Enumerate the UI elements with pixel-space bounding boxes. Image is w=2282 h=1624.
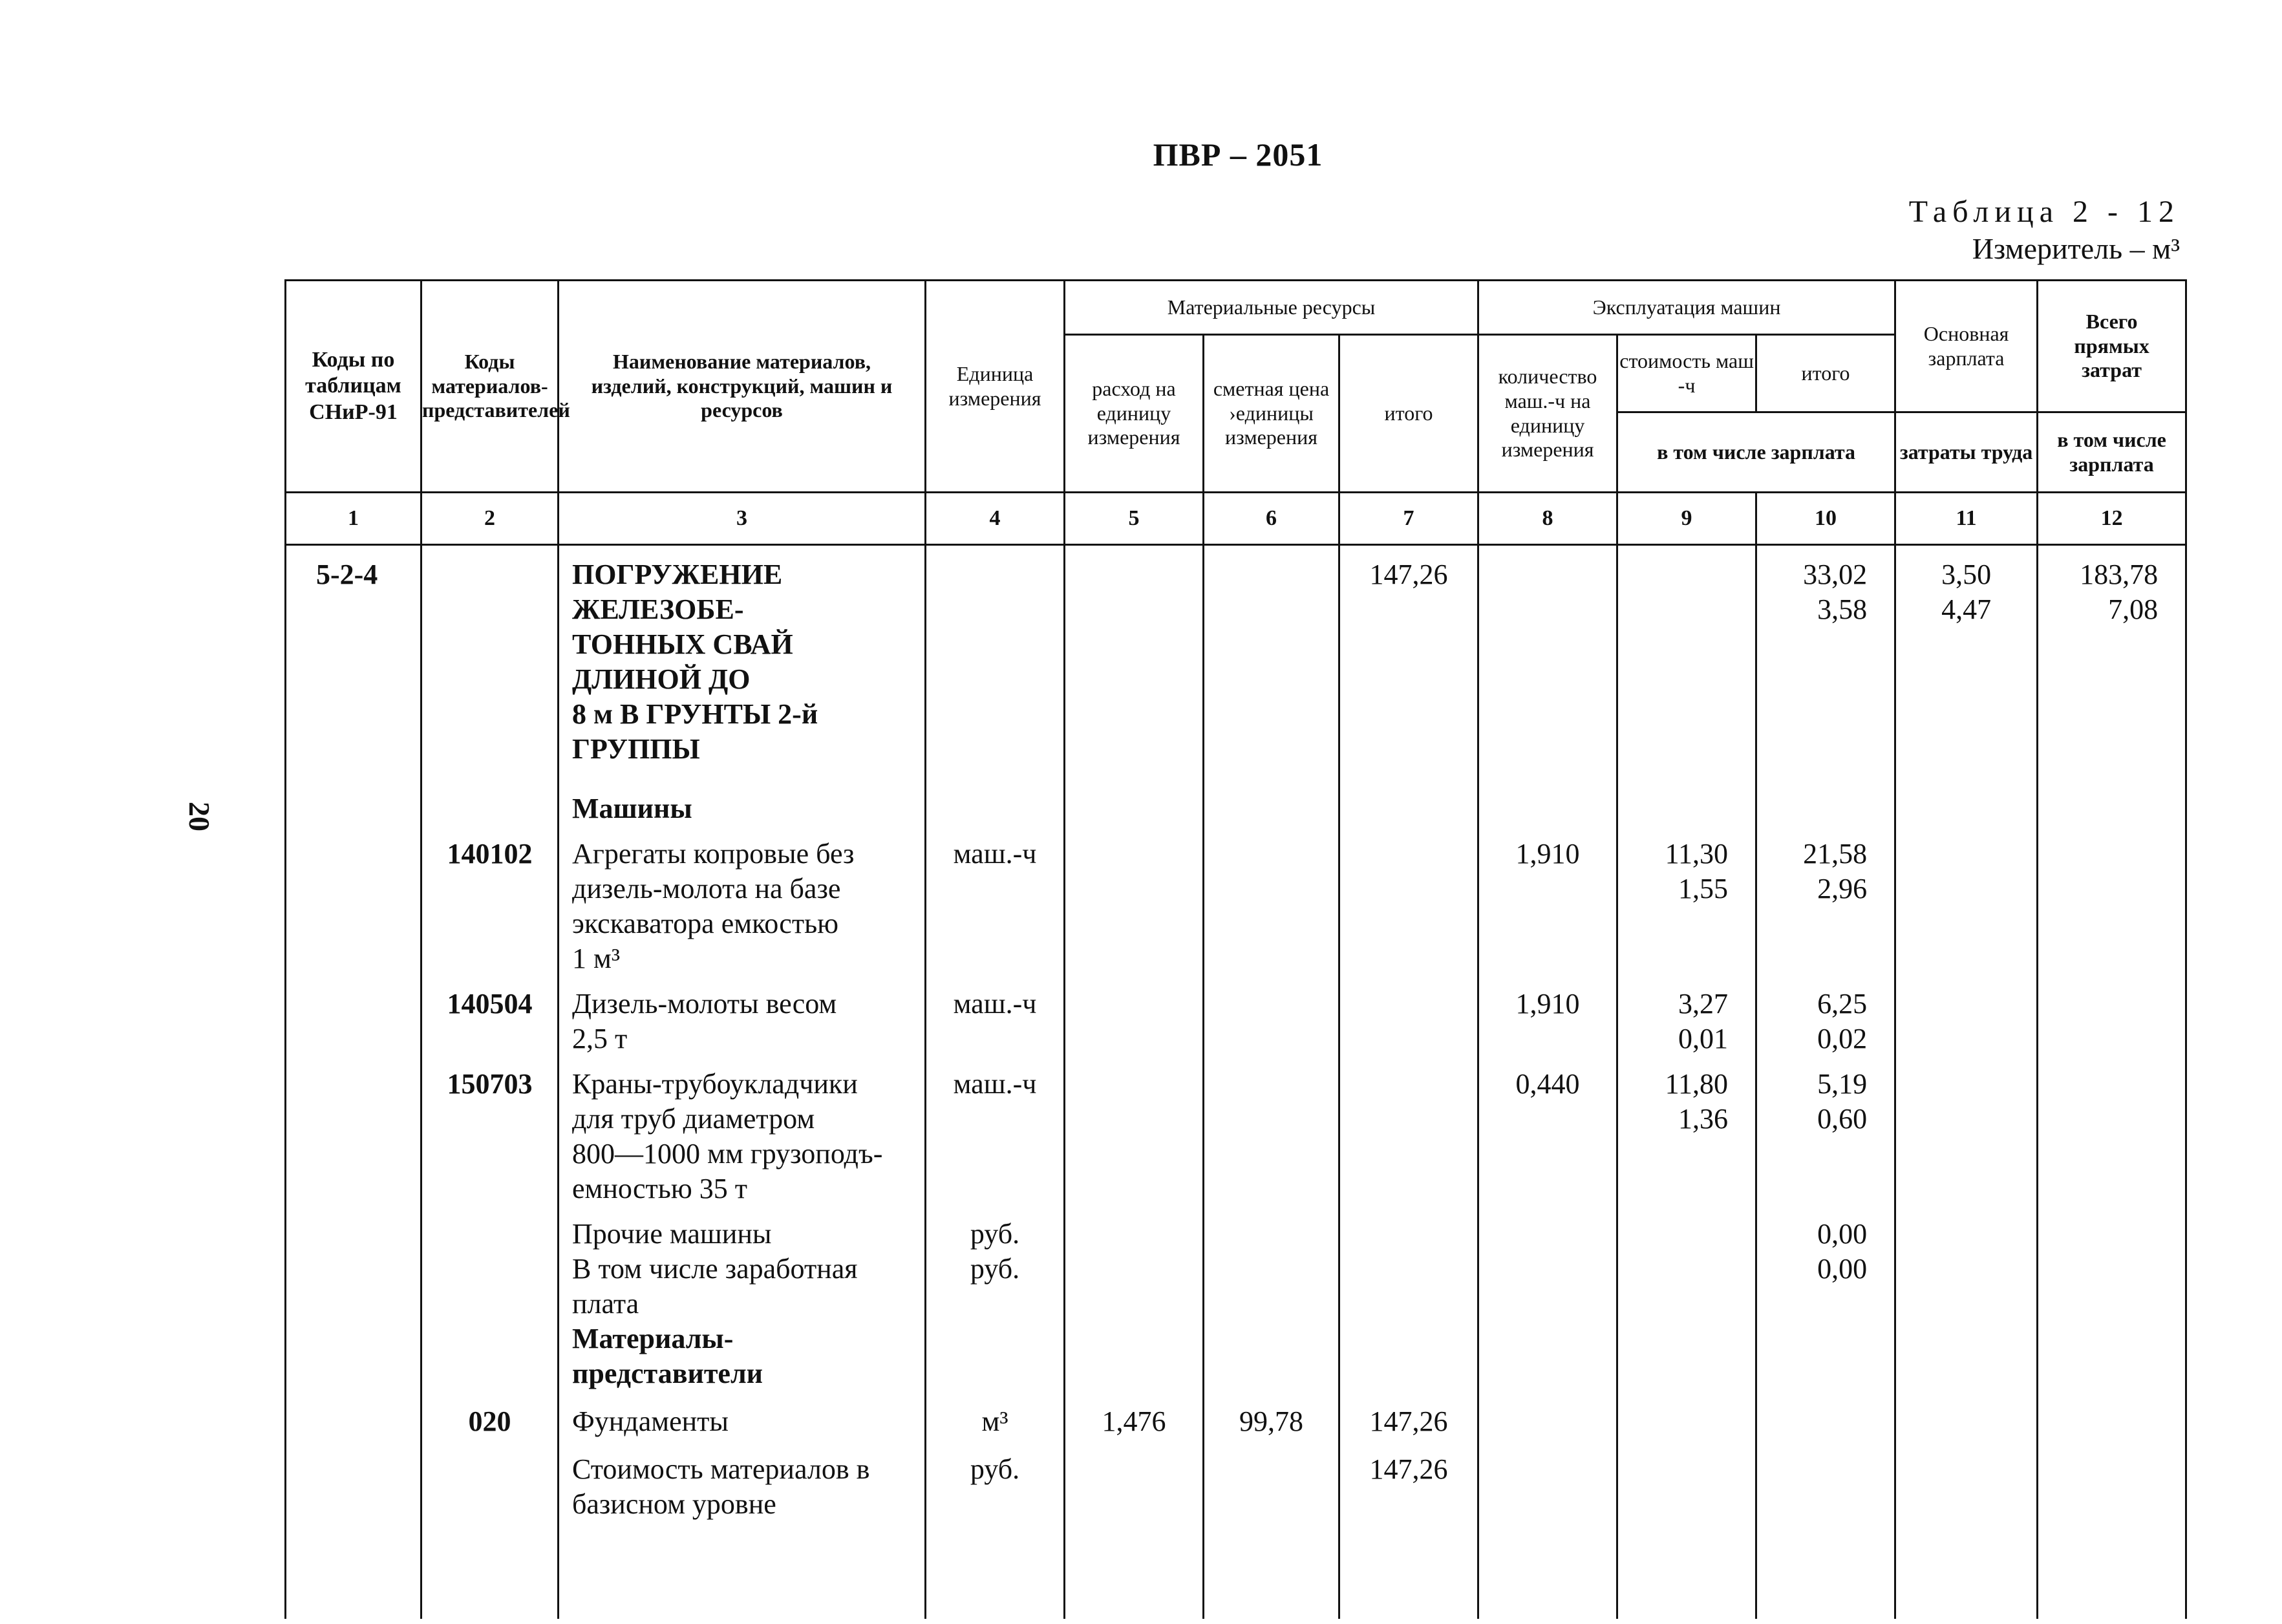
header-labor-cost: затраты труда [1895, 412, 2038, 493]
unit-price-value: 99,78 [1204, 1391, 1339, 1439]
machine-total-value: 21,58 2,96 [1756, 826, 1895, 976]
page-number: 20 [183, 802, 216, 831]
machine-total-value: 6,25 0,02 [1756, 976, 1895, 1056]
machine-hour-cost-value: 11,80 1,36 [1617, 1056, 1756, 1206]
column-numbers-row [286, 493, 2186, 545]
section-title-materials: Материалы-представители [559, 1321, 926, 1391]
document-title: ПВР – 2051 [1153, 136, 1323, 173]
material-total-value: 147,26 [1339, 1439, 1478, 1522]
header-material-codes: Коды материалов-представителей [421, 281, 559, 493]
header-machine-hour-cost: стоимость маш -ч [1617, 335, 1756, 412]
table-row [286, 1056, 2186, 1206]
column-number: 7 [1339, 493, 1478, 545]
unit-value: м³ [926, 1391, 1065, 1439]
column-number: 9 [1617, 493, 1756, 545]
header-including-wage: в том числе зарплата [1617, 412, 1895, 493]
material-total-value: 147,26 [1339, 1391, 1478, 1439]
table-row [286, 1439, 2186, 1522]
resource-name: Стоимость материалов в базисном уровне [559, 1439, 926, 1522]
column-number: 8 [1478, 493, 1617, 545]
rate-per-unit-value: 1,476 [1065, 1391, 1204, 1439]
header-resource-name: Наименование материалов, изделий, конструкций, машин и ресурсов [559, 281, 926, 493]
table-row [286, 1206, 2186, 1321]
header-machine-operation: Эксплуатация машин [1478, 281, 1895, 335]
table-row-section-title [286, 767, 2186, 826]
table-row [286, 826, 2186, 976]
main-item-name: ПОГРУЖЕНИЕ ЖЕЛЕЗОБЕ- ТОННЫХ СВАЙ ДЛИНОЙ ДО 8 м В ГРУНТЫ 2-й ГРУППЫ [559, 545, 926, 767]
machine-hours-value: 0,440 [1478, 1056, 1617, 1206]
resource-name: Прочие машины В том числе заработная плата [559, 1206, 926, 1321]
table-body [286, 545, 2186, 1619]
table-row-section-title [286, 1321, 2186, 1391]
machine-total-value: 33,02 3,58 [1756, 545, 1895, 767]
header-including-wage-total: в том числе зарплата [2038, 412, 2186, 493]
resource-name: Фундаменты [559, 1391, 926, 1439]
machine-hour-cost-value: 11,30 1,55 [1617, 826, 1756, 976]
table-row-main-item [286, 545, 2186, 767]
base-wage-value: 3,50 4,47 [1895, 545, 2038, 767]
machine-total-value: 5,19 0,60 [1756, 1056, 1895, 1206]
table-row [286, 976, 2186, 1056]
unit-value: маш.-ч [926, 976, 1065, 1056]
material-total-value: 147,26 [1339, 545, 1478, 767]
header-material-total: итого [1339, 335, 1478, 493]
machine-hours-value: 1,910 [1478, 826, 1617, 976]
unit-value: маш.-ч [926, 1056, 1065, 1206]
table-label: Таблица 2 - 12 [1908, 195, 2180, 229]
material-code: 020 [421, 1391, 559, 1439]
column-number: 4 [926, 493, 1065, 545]
header-unit: Единица измерения [926, 281, 1065, 493]
column-number: 5 [1065, 493, 1204, 545]
unit-label: Измеритель – м³ [1972, 232, 2180, 265]
table-row-spacer [286, 1522, 2186, 1619]
norms-table [284, 279, 2187, 1619]
resource-name: Краны-трубоукладчики для труб диаметром 800—1000 мм грузоподъ- емностью 35 т [559, 1056, 926, 1206]
resource-name: Агрегаты копровые без дизель-молота на базе экскаватора емкостью 1 м³ [559, 826, 926, 976]
column-number: 10 [1756, 493, 1895, 545]
snir-code: 5-2-4 [286, 545, 421, 767]
header-machine-total: итого [1756, 335, 1895, 412]
total-direct-value: 183,78 7,08 [2038, 545, 2186, 767]
column-number: 2 [421, 493, 559, 545]
section-title-machines: Машины [559, 767, 926, 826]
header-unit-price: сметная цена ›единицы измерения [1204, 335, 1339, 493]
header-base-wage: Основная зарплата [1895, 281, 2038, 412]
unit-value: маш.-ч [926, 826, 1065, 976]
table-header [286, 281, 2186, 493]
column-number: 11 [1895, 493, 2038, 545]
table-row [286, 1391, 2186, 1439]
header-machine-hours: количество маш.-ч на единицу измерения [1478, 335, 1617, 493]
unit-value: руб. [926, 1439, 1065, 1522]
resource-name: Дизель-молоты весом 2,5 т [559, 976, 926, 1056]
header-rate-per-unit: расход на единицу измерения [1065, 335, 1204, 493]
column-number: 12 [2038, 493, 2186, 545]
header-material-resources: Материальные ресурсы [1065, 281, 1478, 335]
material-code: 140102 [421, 826, 559, 976]
machine-total-value: 0,00 0,00 [1756, 1206, 1895, 1321]
material-code: 140504 [421, 976, 559, 1056]
material-code: 150703 [421, 1056, 559, 1206]
column-number: 1 [286, 493, 421, 545]
unit-value: руб. руб. [926, 1206, 1065, 1321]
machine-hours-value: 1,910 [1478, 976, 1617, 1056]
column-number: 3 [559, 493, 926, 545]
header-codes-snir: Коды по таблицам СНиР-91 [286, 281, 421, 493]
column-number: 6 [1204, 493, 1339, 545]
machine-hour-cost-value: 3,27 0,01 [1617, 976, 1756, 1056]
header-total-direct: Всего прямых затрат [2038, 281, 2186, 412]
